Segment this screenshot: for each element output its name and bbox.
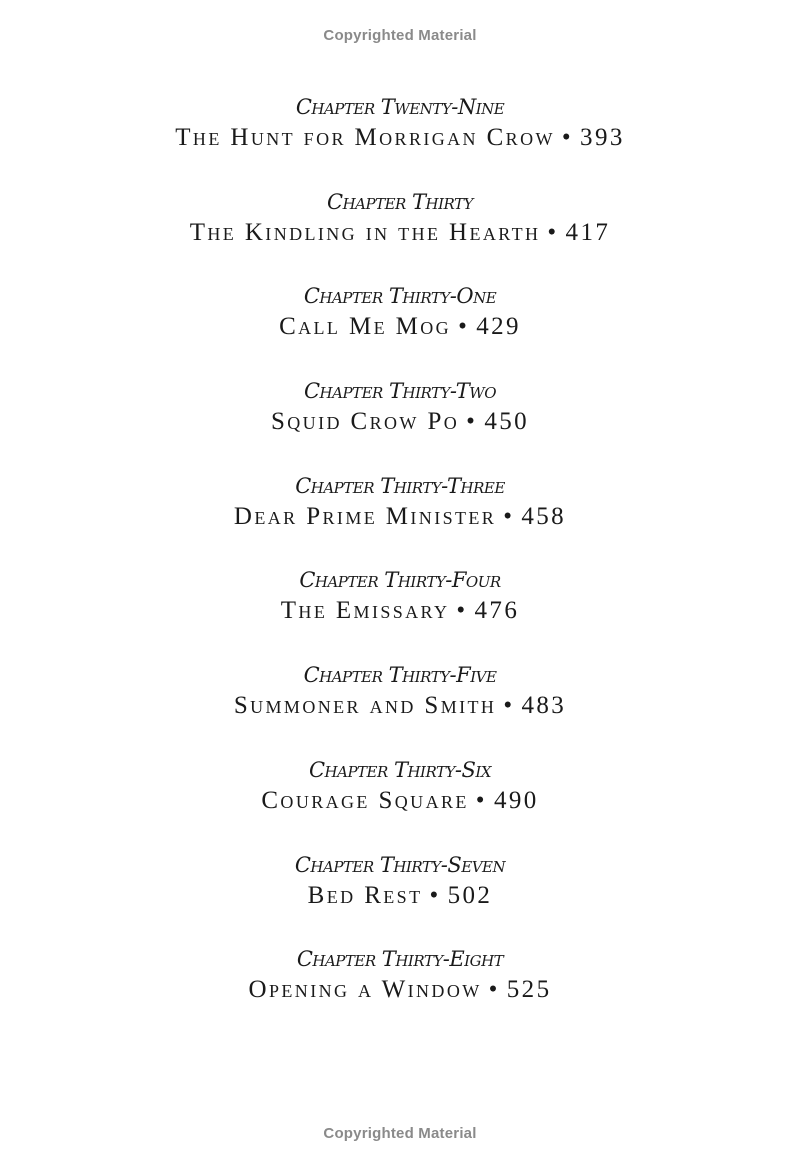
- chapter-title-line: [0, 785, 800, 817]
- chapter-title: Courage Square: [261, 786, 469, 814]
- separator-bullet: •: [466, 408, 478, 436]
- separator-bullet: •: [429, 881, 441, 909]
- chapter-title-line: [0, 880, 800, 912]
- toc-entry: [0, 376, 800, 471]
- chapter-title-line: [0, 595, 800, 627]
- chapter-title: The Kindling in the Hearth: [189, 218, 541, 246]
- chapter-title-line: [0, 501, 800, 533]
- chapter-label: Chapter Thirty-One: [303, 284, 497, 309]
- chapter-label: Chapter Thirty-Two: [303, 379, 497, 404]
- chapter-title: The Hunt for Morrigan Crow: [175, 124, 555, 151]
- chapter-title: The Emissary: [280, 597, 450, 625]
- toc-entry: [0, 92, 800, 187]
- chapter-label: Chapter Twenty-Nine: [295, 95, 505, 119]
- page-number: 429: [476, 313, 521, 341]
- separator-bullet: •: [503, 692, 515, 720]
- separator-bullet: •: [475, 786, 487, 814]
- page-number: 525: [506, 976, 552, 1004]
- chapter-label: Chapter Thirty-Six: [308, 757, 492, 782]
- page-number: 476: [474, 597, 520, 625]
- chapter-title-line: [0, 311, 800, 343]
- toc-entry: [0, 281, 800, 376]
- chapter-label: Chapter Thirty-Eight: [296, 947, 504, 972]
- toc-entry: [0, 565, 800, 660]
- chapter-title-line: [0, 690, 800, 722]
- toc-entry: [0, 187, 800, 282]
- page-number: 490: [493, 786, 539, 814]
- table-of-contents: [0, 92, 800, 1039]
- page-number: 417: [565, 218, 611, 246]
- separator-bullet: •: [488, 976, 500, 1004]
- chapter-label: Chapter Thirty-Five: [303, 663, 497, 688]
- chapter-title-line: [0, 974, 800, 1006]
- chapter-title: Squid Crow Po: [270, 408, 460, 436]
- chapter-label: Chapter Thirty: [327, 189, 473, 214]
- toc-entry: [0, 755, 800, 850]
- chapter-label: Chapter Thirty-Three: [295, 473, 505, 498]
- toc-entry: [0, 471, 800, 566]
- chapter-title: Opening a Window: [248, 976, 482, 1004]
- toc-entry: [0, 944, 800, 1039]
- chapter-title: Bed Rest: [307, 881, 423, 909]
- page-number: 483: [521, 692, 567, 720]
- toc-entry: [0, 660, 800, 755]
- chapter-title-line: [0, 217, 800, 249]
- toc-entry: [0, 850, 800, 945]
- copyright-watermark-bottom: Copyrighted Material: [323, 1125, 477, 1142]
- chapter-title: Summoner and Smith: [233, 692, 497, 720]
- chapter-title-line: [0, 406, 800, 438]
- separator-bullet: •: [561, 124, 574, 151]
- chapter-title-line: [0, 122, 800, 154]
- separator-bullet: •: [456, 597, 468, 625]
- page-number: 458: [521, 502, 567, 530]
- copyright-watermark-top: Copyrighted Material: [323, 27, 477, 44]
- chapter-title: Dear Prime Minister: [233, 502, 497, 530]
- separator-bullet: •: [503, 502, 515, 530]
- page-number: 393: [580, 124, 625, 151]
- separator-bullet: •: [547, 218, 559, 246]
- separator-bullet: •: [458, 313, 470, 341]
- chapter-title: Call Me Mog: [279, 313, 452, 341]
- chapter-label: Chapter Thirty-Seven: [294, 852, 506, 877]
- chapter-label: Chapter Thirty-Four: [299, 568, 501, 593]
- page-number: 502: [447, 881, 493, 909]
- page-number: 450: [484, 408, 530, 436]
